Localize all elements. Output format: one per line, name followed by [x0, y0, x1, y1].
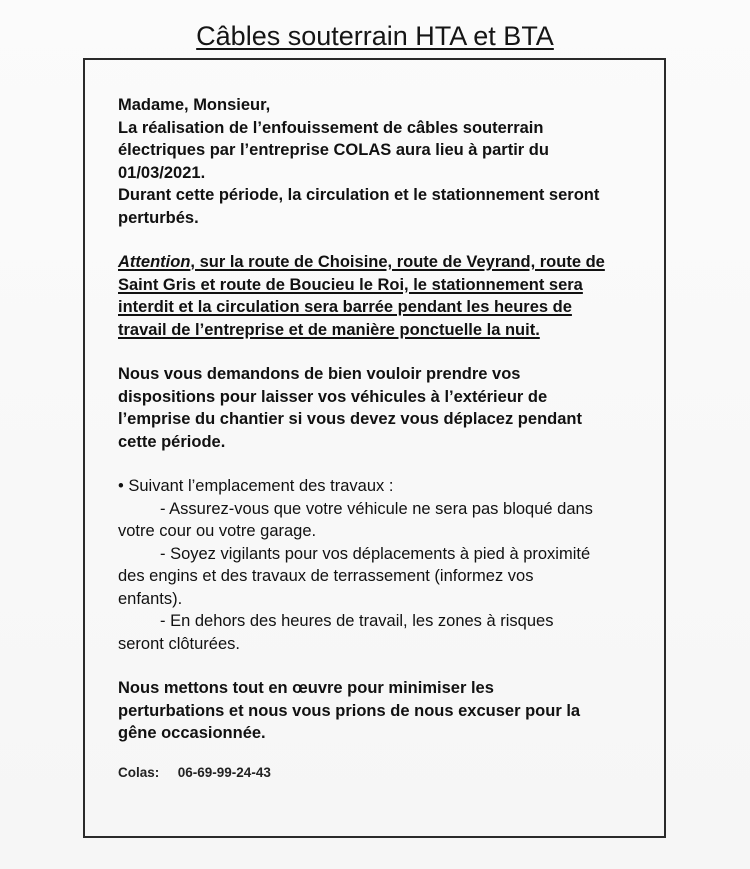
advice-item: - Soyez vigilants pour vos déplacements à pied à proximité	[160, 544, 591, 563]
advice-item: - En dehors des heures de travail, les zones à risques	[160, 612, 554, 630]
advice-item-cont: des engins et des travaux de terrassement (informez vos	[118, 567, 534, 585]
intro-line: électriques par l’entreprise COLAS aura lieu à partir du	[118, 141, 549, 159]
attention-line	[118, 251, 658, 274]
intro-line: Durant cette période, la circulation et le stationnement seront	[118, 186, 600, 204]
advice-item: - Assurez-vous que votre véhicule ne sera pas bloqué dans	[160, 499, 593, 518]
contact-label: Colas:	[118, 765, 160, 780]
contact-phone: 06-69-99-24-43	[177, 765, 271, 780]
intro-line: perturbés.	[118, 208, 199, 227]
request-paragraph	[118, 363, 658, 453]
closing-line: perturbations et nous vous prions de nous excuser pour la	[118, 701, 581, 720]
advice-bullet: • Suivant l’emplacement des travaux :	[118, 477, 394, 495]
request-line: dispositions pour laisser vos véhicules à l’extérieur de	[118, 387, 548, 406]
closing-line: Nous mettons tout en œuvre pour minimiser les	[118, 679, 494, 697]
intro-date: 01/03/2021.	[118, 163, 206, 182]
greeting: Madame, Monsieur,	[118, 96, 271, 114]
request-line: l’emprise du chantier si vous devez vous déplacez pendant	[118, 410, 582, 428]
closing-line: gêne occasionnée.	[118, 724, 266, 742]
advice-list	[118, 475, 658, 655]
contact-line	[118, 765, 271, 780]
attention-paragraph	[118, 251, 658, 341]
page-title: Câbles souterrain HTA et BTA	[196, 21, 554, 51]
attention-line: travail de l’entreprise et de manière ponctuelle la nuit.	[118, 320, 540, 339]
request-line: Nous vous demandons de bien vouloir prendre vos	[118, 365, 521, 383]
notice-body	[118, 94, 658, 745]
advice-item-cont: enfants).	[118, 589, 183, 608]
closing-paragraph	[118, 677, 658, 745]
advice-item-cont: seront clôturées.	[118, 634, 240, 653]
request-line: cette période.	[118, 432, 226, 451]
intro-paragraph	[118, 94, 658, 229]
intro-line: La réalisation de l’enfouissement de câbles souterrain	[118, 118, 544, 137]
attention-line: interdit et la circulation sera barrée pendant les heures de	[118, 298, 572, 316]
advice-item-cont: votre cour ou votre garage.	[118, 522, 317, 540]
attention-label: Attention	[118, 253, 191, 271]
attention-line-rest: , sur la route de Choisine, route de Veyrand, route de	[190, 253, 605, 271]
attention-line: Saint Gris et route de Boucieu le Roi, le stationnement sera	[118, 275, 583, 294]
